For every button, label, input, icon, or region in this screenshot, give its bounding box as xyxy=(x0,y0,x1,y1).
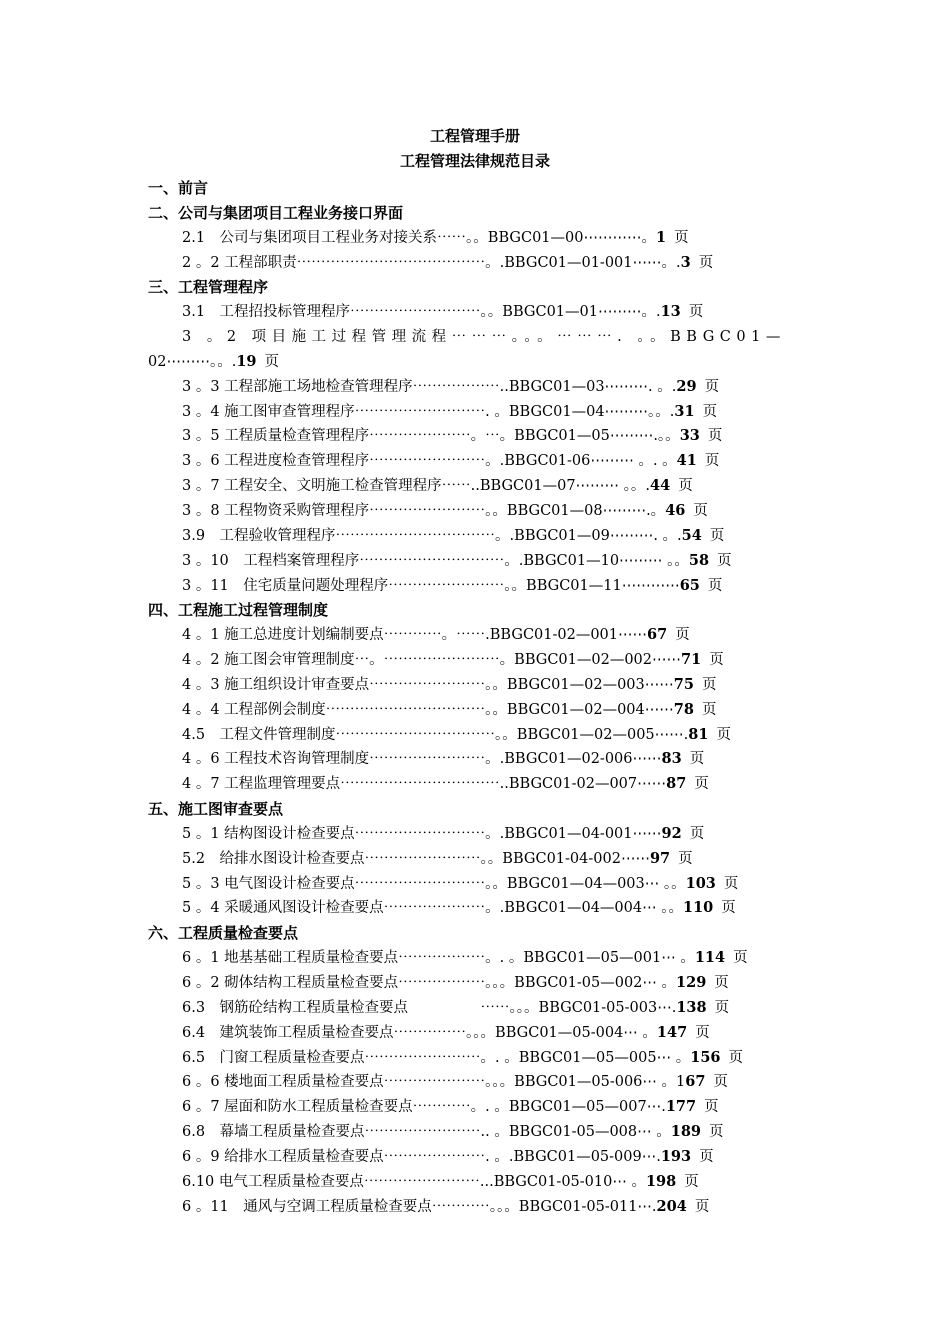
toc-entry xyxy=(0,648,950,673)
toc-entry xyxy=(0,747,950,772)
toc-page-suffix: 页 xyxy=(689,825,705,842)
table-of-contents xyxy=(0,176,950,1219)
toc-page-number: 147 xyxy=(656,1023,688,1041)
toc-entry-text: 02⋯⋯⋯。。. xyxy=(148,353,237,370)
toc-page-number: 198 xyxy=(645,1172,677,1190)
toc-entry-text: 6.8 幕墙工程质量检查要点⋯⋯⋯⋯⋯⋯⋯⋯.. 。BBGC01-05—008⋯ 。 xyxy=(182,1124,671,1141)
toc-entry-text: 6.3 钢筋砼结构工程质量检查要点 ⋯⋯。。。BBGC01-05-003⋯. xyxy=(182,999,677,1016)
toc-entry-text: 6 。7 屋面和防水工程质量检查要点⋯⋯⋯⋯。. 。BBGC01—05—007⋯. xyxy=(182,1099,666,1116)
toc-page-number: 31 xyxy=(674,402,695,420)
toc-entry xyxy=(0,698,950,723)
document-subtitle: 工程管理法律规范目录 xyxy=(399,152,550,170)
toc-page-suffix: 页 xyxy=(716,726,731,743)
toc-page-number: 13 xyxy=(660,303,681,321)
toc-entry-text: 3 。8 工程物资采购管理程序⋯⋯⋯⋯⋯⋯⋯⋯。。BBGC01—08⋯⋯⋯.。 xyxy=(182,502,666,519)
toc-entry xyxy=(0,549,950,574)
toc-entry-text: 6.5 门窗工程质量检查要点⋯⋯⋯⋯⋯⋯⋯⋯。. 。BBGC01—05—005⋯ 。 xyxy=(182,1049,691,1066)
toc-page-number: 87 xyxy=(666,775,687,793)
toc-page-number: 58 xyxy=(688,551,710,569)
toc-entry-text: 3 。6 工程进度检查管理程序⋯⋯⋯⋯⋯⋯⋯⋯。.BBGC01-06⋯⋯⋯ 。. 。 xyxy=(182,453,677,470)
toc-page-number: 54 xyxy=(681,526,702,544)
toc-entry-text: 3 。5 工程质量检查管理程序⋯⋯⋯⋯⋯⋯⋯。⋯。BBGC01—05⋯⋯⋯.。。 xyxy=(182,428,680,445)
toc-entry-text: 4 。4 工程部例会制度⋯⋯⋯⋯⋯⋯⋯⋯⋯⋯⋯。。BBGC01—02—004⋯⋯ xyxy=(182,701,674,718)
toc-page-number: 193 xyxy=(660,1147,692,1165)
toc-page-suffix: 页 xyxy=(709,652,724,669)
toc-page-number: 65 xyxy=(679,576,700,594)
toc-entry xyxy=(0,1095,950,1120)
toc-entry xyxy=(0,1170,950,1195)
toc-page-number: 29 xyxy=(676,377,697,395)
toc-entry-text: 3 。10 工程档案管理程序⋯⋯⋯⋯⋯⋯⋯⋯⋯⋯。.BBGC01—10⋯⋯⋯ 。。 xyxy=(182,552,689,569)
toc-entry-text: 4 。3 施工组织设计审查要点⋯⋯⋯⋯⋯⋯⋯⋯。。BBGC01—02—003⋯⋯ xyxy=(182,676,674,693)
toc-entry-text: 4 。1 施工总进度计划编制要点⋯⋯⋯⋯。⋯⋯.BBGC01-02—001⋯⋯ xyxy=(182,627,648,644)
toc-entry xyxy=(0,896,950,921)
toc-entry-text: 3.9 工程验收管理程序⋯⋯⋯⋯⋯⋯⋯⋯⋯⋯⋯。.BBGC01—09⋯⋯⋯. 。. xyxy=(182,527,682,544)
toc-page-suffix: 页 xyxy=(714,975,729,991)
toc-page-number: 44 xyxy=(650,477,671,495)
toc-entry xyxy=(0,400,950,425)
toc-page-suffix: 页 xyxy=(674,229,689,246)
toc-page-suffix: 页 xyxy=(717,552,732,569)
toc-page-number: 156 xyxy=(690,1048,721,1066)
toc-page-number: 103 xyxy=(685,874,716,892)
toc-page-suffix: 页 xyxy=(721,900,736,917)
toc-page-suffix: 页 xyxy=(701,676,717,693)
toc-section-heading: 六、工程质量检查要点 xyxy=(148,924,299,943)
toc-entry-text: 4 。7 工程监理管理要点⋯⋯⋯⋯⋯⋯⋯⋯⋯⋯⋯..BBGC01-02—007⋯⋯ xyxy=(182,776,667,793)
toc-page-number: 189 xyxy=(670,1123,702,1141)
toc-entry xyxy=(0,474,950,499)
toc-entry-text: 3.1 工程招投标管理程序⋯⋯⋯⋯⋯⋯⋯⋯⋯。。BBGC01—01⋯⋯⋯。. xyxy=(182,304,661,321)
toc-page-suffix: 页 xyxy=(704,1099,719,1116)
toc-page-number: 177 xyxy=(665,1098,697,1116)
toc-entry-continuation xyxy=(0,350,950,375)
toc-page-number: 97 xyxy=(649,849,671,867)
toc-page-number: 138 xyxy=(676,998,707,1016)
toc-entry-text: 5 。3 电气图设计检查要点⋯⋯⋯⋯⋯⋯⋯⋯⋯。。BBGC01—04—003⋯ 。。 xyxy=(182,875,686,892)
toc-page-suffix: 页 xyxy=(709,1124,724,1141)
toc-page-suffix: 页 xyxy=(704,378,720,395)
toc-page-suffix: 页 xyxy=(704,453,720,470)
toc-entry-text: 6 。2 砌体结构工程质量检查要点⋯⋯⋯⋯⋯⋯。。。BBGC01-05—002⋯ 。 xyxy=(182,975,677,991)
toc-entry-text: 6 。1 地基基础工程质量检查要点⋯⋯⋯⋯⋯⋯。. 。BBGC01—05—001⋯ 。 xyxy=(182,950,695,967)
toc-entry-text: 3 。7 工程安全、文明施工检查管理程序⋯⋯..BBGC01—07⋯⋯⋯ 。。. xyxy=(182,478,651,495)
toc-entry xyxy=(0,1145,950,1170)
toc-entry-text: 2.1 公司与集团项目工程业务对接关系⋯⋯。。BBGC01—00⋯⋯⋯⋯。 xyxy=(182,229,656,246)
toc-page-number: 71 xyxy=(681,651,702,669)
toc-entry xyxy=(0,623,950,648)
toc-entry-text: 5 。1 结构图设计检查要点⋯⋯⋯⋯⋯⋯⋯⋯⋯。.BBGC01—04-001⋯⋯ xyxy=(182,825,662,842)
toc-page-suffix: 页 xyxy=(675,627,690,644)
toc-page-number: 204 xyxy=(656,1197,687,1215)
toc-entry xyxy=(0,872,950,897)
toc-entry xyxy=(0,375,950,400)
toc-page-suffix: 页 xyxy=(694,776,709,793)
toc-entry-text: 3 。2 项目施工过程管理流程⋯⋯⋯。。。⋯⋯⋯. 。。BBGC01— xyxy=(182,329,786,346)
toc-page-suffix: 页 xyxy=(264,353,279,370)
toc-page-suffix: 页 xyxy=(688,304,704,321)
toc-entry xyxy=(0,946,950,971)
toc-page-number: 1 xyxy=(655,228,667,246)
toc-entry xyxy=(0,325,950,350)
toc-entry xyxy=(0,772,950,797)
toc-entry xyxy=(0,1046,950,1071)
toc-page-suffix: 页 xyxy=(709,527,725,544)
toc-page-number: 83 xyxy=(661,750,682,768)
toc-section-heading: 二、公司与集团项目工程业务接口界面 xyxy=(148,203,404,222)
toc-entry xyxy=(0,300,950,325)
toc-page-suffix: 页 xyxy=(702,403,718,420)
toc-entry-text: 4 。6 工程技术咨询管理制度⋯⋯⋯⋯⋯⋯⋯⋯。.BBGC01—02-006⋯⋯ xyxy=(182,751,662,768)
toc-page-number: 75 xyxy=(673,675,694,693)
toc-entry xyxy=(0,996,950,1021)
toc-section-heading: 三、工程管理程序 xyxy=(148,278,269,297)
toc-page-suffix: 页 xyxy=(693,502,708,519)
toc-page-number: 33 xyxy=(679,427,700,445)
toc-page-suffix: 页 xyxy=(707,428,723,445)
toc-page-suffix: 页 xyxy=(699,1148,714,1165)
toc-entry xyxy=(0,574,950,599)
toc-entry-text: 4 。2 施工图会审管理制度⋯。⋯⋯⋯⋯⋯⋯⋯⋯。BBGC01—02—002⋯⋯ xyxy=(182,652,682,669)
toc-page-suffix: 页 xyxy=(713,1074,728,1091)
toc-page-number: 92 xyxy=(661,824,682,842)
toc-entry-text: 3 。4 施工图审查管理程序⋯⋯⋯⋯⋯⋯⋯⋯⋯. 。BBGC01—04⋯⋯⋯。。. xyxy=(182,403,675,420)
toc-entry-text: 6 。6 楼地面工程质量检查要点⋯⋯⋯⋯⋯⋯⋯。。。BBGC01—05-006⋯ 。1 xyxy=(182,1074,686,1091)
toc-section-heading: 四、工程施工过程管理制度 xyxy=(148,601,329,620)
toc-entry-text: 3 。3 工程部施工场地检查管理程序⋯⋯⋯⋯⋯⋯..BBGC01—03⋯⋯⋯. 。. xyxy=(182,378,677,395)
toc-entry xyxy=(0,524,950,549)
toc-page-number: 78 xyxy=(673,700,694,718)
toc-page-suffix: 页 xyxy=(733,950,748,967)
toc-entry xyxy=(0,251,950,276)
toc-entry xyxy=(0,1120,950,1145)
toc-page-number: 110 xyxy=(682,899,714,917)
toc-page-suffix: 页 xyxy=(694,1198,710,1215)
toc-page-number: 67 xyxy=(647,626,668,644)
toc-entry xyxy=(0,971,950,996)
toc-page-suffix: 页 xyxy=(707,577,723,594)
toc-page-suffix: 页 xyxy=(701,701,717,718)
toc-entry xyxy=(0,226,950,251)
toc-entry-text: 5 。4 采暖通风图设计检查要点⋯⋯⋯⋯⋯⋯⋯。.BBGC01—04—004⋯ 。。 xyxy=(182,900,683,917)
toc-page-number: 114 xyxy=(694,949,726,967)
toc-entry xyxy=(0,499,950,524)
toc-page-number: 129 xyxy=(676,974,707,991)
toc-page-number: 67 xyxy=(685,1073,706,1091)
toc-page-suffix: 页 xyxy=(678,478,693,495)
toc-entry-text: 6 。9 给排水工程质量检查要点⋯⋯⋯⋯⋯⋯⋯. 。.BBGC01—05-009⋯. xyxy=(182,1148,661,1165)
toc-page-suffix: 页 xyxy=(689,751,705,768)
toc-page-suffix: 页 xyxy=(695,1024,710,1041)
toc-section-heading: 一、前言 xyxy=(148,179,209,197)
toc-page-number: 19 xyxy=(236,352,257,370)
toc-page-suffix: 页 xyxy=(678,850,693,867)
toc-entry xyxy=(0,1021,950,1046)
toc-page-number: 46 xyxy=(665,501,686,519)
toc-page-suffix: 页 xyxy=(723,875,739,892)
toc-page-suffix: 页 xyxy=(714,999,730,1016)
toc-entry xyxy=(0,449,950,474)
toc-entry xyxy=(0,847,950,872)
toc-entry xyxy=(0,673,950,698)
toc-entry xyxy=(0,723,950,748)
toc-entry-text: 6 。11 通风与空调工程质量检查要点⋯⋯⋯⋯。。。BBGC01-05-011⋯. xyxy=(182,1198,657,1215)
document-title: 工程管理手册 xyxy=(429,127,520,145)
toc-entry-text: 5.2 给排水图设计检查要点⋯⋯⋯⋯⋯⋯⋯⋯。。BBGC01-04-002⋯⋯ xyxy=(182,850,650,867)
toc-page-number: 41 xyxy=(676,452,697,470)
toc-entry xyxy=(0,1195,950,1220)
toc-entry-text: 6.10 电气工程质量检查要点⋯⋯⋯⋯⋯⋯⋯⋯...BBGC01-05-010⋯ 。 xyxy=(182,1173,646,1190)
toc-section-heading: 五、施工图审查要点 xyxy=(148,800,284,819)
toc-entry xyxy=(0,1070,950,1095)
toc-page-suffix: 页 xyxy=(728,1049,744,1066)
toc-entry-text: 2 。2 工程部职责⋯⋯⋯⋯⋯⋯⋯⋯⋯⋯⋯⋯⋯。.BBGC01—01-001⋯⋯。. xyxy=(182,254,681,271)
toc-page-suffix: 页 xyxy=(698,254,714,271)
toc-entry xyxy=(0,822,950,847)
toc-entry-text: 6.4 建筑装饰工程质量检查要点⋯⋯⋯⋯⋯。。。BBGC01—05-004⋯ 。 xyxy=(182,1024,657,1041)
toc-page-number: 81 xyxy=(688,725,709,743)
toc-entry xyxy=(0,424,950,449)
toc-page-number: 3 xyxy=(680,253,691,271)
toc-page-suffix: 页 xyxy=(684,1173,699,1190)
toc-entry-text: 3 。11 住宅质量问题处理程序⋯⋯⋯⋯⋯⋯⋯⋯。。BBGC01—11⋯⋯⋯⋯ xyxy=(182,577,680,594)
toc-entry-text: 4.5 工程文件管理制度⋯⋯⋯⋯⋯⋯⋯⋯⋯⋯⋯。。BBGC01—02—005⋯⋯. xyxy=(182,726,689,743)
